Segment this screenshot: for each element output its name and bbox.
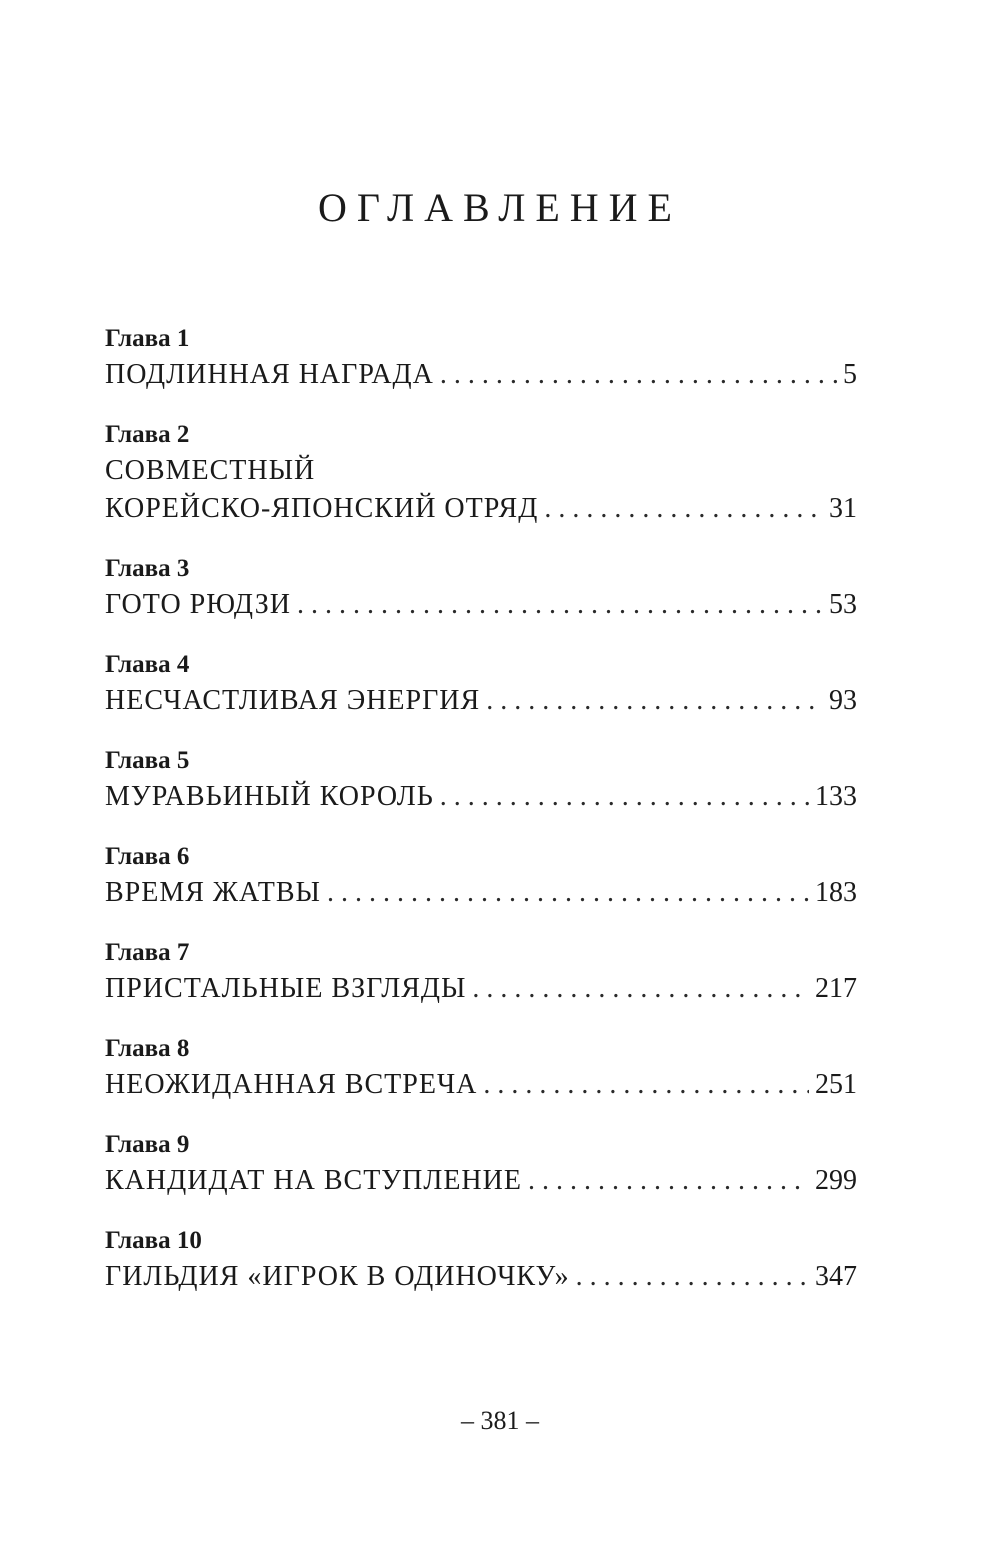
dot-leader <box>544 490 823 528</box>
chapter-label: Глава 5 <box>105 747 190 774</box>
chapter-label: Глава 3 <box>105 555 190 582</box>
chapter-label: Глава 1 <box>105 325 190 352</box>
chapter-label: Глава 4 <box>105 651 190 678</box>
page-number-ref: 31 <box>829 493 857 524</box>
dot-leader <box>472 970 809 1008</box>
dot-leader <box>483 1066 809 1104</box>
chapter-title: ПРИСТАЛЬНЫЕ ВЗГЛЯДЫ <box>105 973 467 1004</box>
chapter-title: НЕОЖИДАННАЯ ВСТРЕЧА <box>105 1069 478 1100</box>
chapter-title-row <box>105 1066 857 1104</box>
toc-entry[interactable] <box>105 936 857 1008</box>
table-of-contents <box>105 322 857 1296</box>
chapter-title-row <box>105 1258 857 1296</box>
chapter-title: НЕСЧАСТЛИВАЯ ЭНЕРГИЯ <box>105 685 481 716</box>
chapter-label: Глава 2 <box>105 421 190 448</box>
page-number-ref: 217 <box>815 973 857 1004</box>
dot-leader <box>486 682 823 720</box>
page-number-ref: 299 <box>815 1165 857 1196</box>
dot-leader <box>528 1162 809 1200</box>
chapter-title-row <box>105 586 857 624</box>
chapter-title-row <box>105 356 857 394</box>
page-number-ref: 133 <box>815 781 857 812</box>
page-number-ref: 251 <box>815 1069 857 1100</box>
dot-leader <box>440 778 809 816</box>
chapter-title: ГИЛЬДИЯ «ИГРОК В ОДИНОЧКУ» <box>105 1261 570 1292</box>
chapter-title: ГОТО РЮДЗИ <box>105 589 291 620</box>
page-number-ref: 53 <box>829 589 857 620</box>
toc-entry[interactable] <box>105 648 857 720</box>
chapter-title-row <box>105 1162 857 1200</box>
chapter-title: КАНДИДАТ НА ВСТУПЛЕНИЕ <box>105 1165 522 1196</box>
chapter-title-row <box>105 490 857 528</box>
toc-entry[interactable] <box>105 1128 857 1200</box>
page-title: ОГЛАВЛЕНИЕ <box>318 185 682 230</box>
chapter-title-row <box>105 778 857 816</box>
page-number-ref: 5 <box>843 359 857 390</box>
toc-entry[interactable] <box>105 552 857 624</box>
toc-entry[interactable] <box>105 418 857 528</box>
page-number-ref: 183 <box>815 877 857 908</box>
toc-entry[interactable] <box>105 744 857 816</box>
toc-entry[interactable] <box>105 1224 857 1296</box>
chapter-label: Глава 9 <box>105 1131 190 1158</box>
toc-entry[interactable] <box>105 1032 857 1104</box>
chapter-title-row <box>105 970 857 1008</box>
chapter-label: Глава 8 <box>105 1035 190 1062</box>
dot-leader <box>327 874 809 912</box>
toc-entry[interactable] <box>105 322 857 394</box>
chapter-label: Глава 7 <box>105 939 190 966</box>
chapter-title: ВРЕМЯ ЖАТВЫ <box>105 877 321 908</box>
page-number-ref: 93 <box>829 685 857 716</box>
page-number-ref: 347 <box>815 1261 857 1292</box>
toc-entry[interactable] <box>105 840 857 912</box>
page-number: – 381 – <box>461 1406 539 1435</box>
chapter-title: МУРАВЬИНЫЙ КОРОЛЬ <box>105 781 434 812</box>
chapter-title-row <box>105 874 857 912</box>
chapter-label: Глава 6 <box>105 843 190 870</box>
chapter-title-line: СОВМЕСТНЫЙ <box>105 455 316 486</box>
chapter-title-row <box>105 682 857 720</box>
chapter-label: Глава 10 <box>105 1227 202 1254</box>
dot-leader <box>576 1258 809 1296</box>
dot-leader <box>297 586 823 624</box>
dot-leader <box>440 356 837 394</box>
chapter-title: КОРЕЙСКО-ЯПОНСКИЙ ОТРЯД <box>105 493 539 524</box>
chapter-title: ПОДЛИННАЯ НАГРАДА <box>105 359 434 390</box>
